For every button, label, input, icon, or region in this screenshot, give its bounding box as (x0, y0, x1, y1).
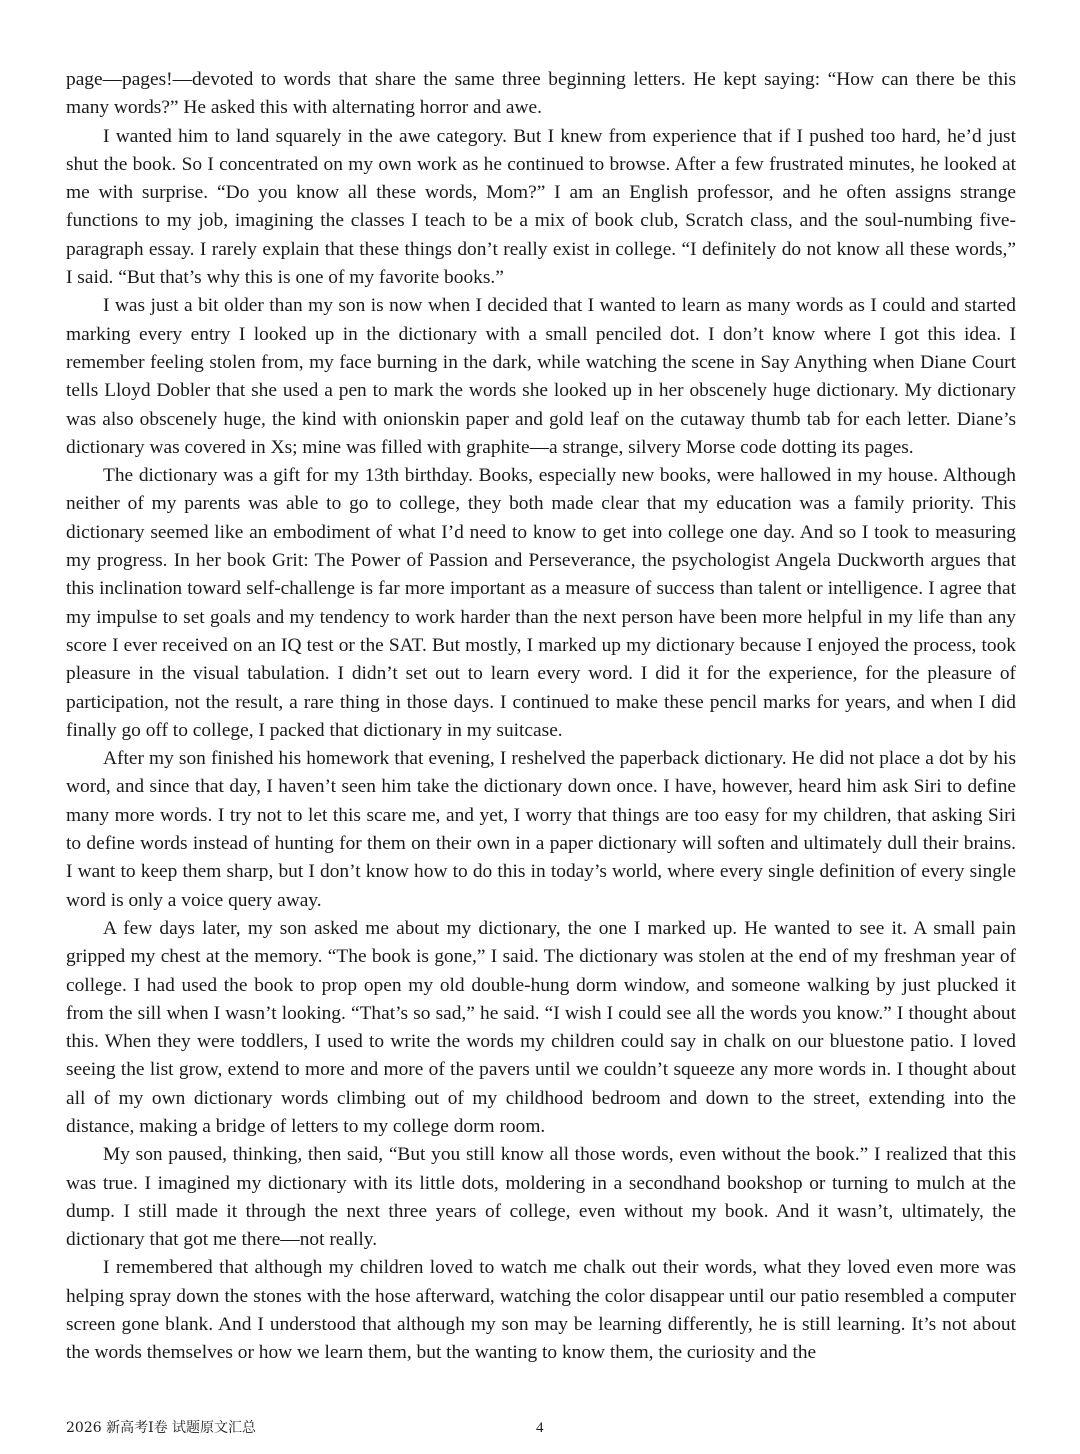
paragraph-8: I remembered that although my children loved to watch me chalk out their words, what they loved even more was helping spray down the stones with the hose afterward, watching the color disappear until our patio resembled a computer screen gone blank. And I understood that although my son may be learning differently, he is still learning. It’s not about the words themselves or how we learn them, but the wanting to know them, the curiosity and the (66, 1257, 1016, 1364)
paragraph-6: A few days later, my son asked me about my dictionary, the one I marked up. He wanted to see it. A small pain gripped my chest at the memory. “The book is gone,” I said. The dictionary was stolen at the end of my freshman year of college. I had used the book to prop open my old double-hung dorm window, and someone walking by just plucked it from the sill when I wasn’t looking. “That’s so sad,” he said. “I wish I could see all the words you know.” I thought about this. When they were toddlers, I used to write the words my children could say in chalk on our bluestone patio. I loved seeing the list grow, extend to more and more of the pavers until we couldn’t squeeze any more words in. I thought about all of my own dictionary words climbing out of my childhood bedroom and down to the street, extending into the distance, making a bridge of letters to my college dorm room. (66, 917, 1016, 1137)
paragraph-7: My son paused, thinking, then said, “But you still know all those words, even without the book.” I realized that this was true. I imagined my dictionary with its little dots, moldering in a secondhand bookshop or turning to mulch at the dump. I still made it through the next three years of college, even without my book. And it wasn’t, ultimately, the dictionary that got me there—not really. (66, 1144, 1016, 1251)
footer-source-label: 2026 新高考Ⅰ卷 试题原文汇总 (66, 1420, 257, 1436)
paragraph-3: I was just a bit older than my son is now when I decided that I wanted to learn as many words as I could and started marking every entry I looked up in the dictionary with a small penciled dot. I don’t know where I got this idea. I remember feeling stolen from, my face burning in the dark, while watching the scene in Say Anything when Diane Court tells Lloyd Dobler that she used a pen to mark the words she looked up in her obscenely huge dictionary. My dictionary was also obscenely huge, the kind with onionskin paper and gold leaf on the cutaway thumb tab for each letter. Diane’s dictionary was covered in Xs; mine was filled with graphite—a strange, silvery Morse code dotting its pages. (66, 295, 1016, 458)
page-footer (0, 1414, 1080, 1442)
article-body (66, 66, 1016, 1368)
paragraph-2: I wanted him to land squarely in the awe category. But I knew from experience that if I pushed too hard, he’d just shut the book. So I concentrated on my own work as he continued to browse. After a few frustrated minutes, he looked at me with surprise. “Do you know all these words, Mom?” I am an English professor, and he often assigns strange functions to my job, imagining the classes I teach to be a mix of book club, Scratch class, and the soul-numbing five-paragraph essay. I rarely explain that these things don’t really exist in college. “I definitely do not know all these words,” I said. “But that’s why this is one of my favorite books.” (66, 125, 1016, 289)
paragraph-1: page—pages!—devoted to words that share the same three beginning letters. He kept saying: “How can there be this many words?” He asked this with alternating horror and awe. (66, 69, 1016, 119)
paragraph-5: After my son finished his homework that evening, I reshelved the paperback dictionary. He did not place a dot by his word, and since that day, I haven’t seen him take the dictionary down once. I have, however, heard him ask Siri to define many more words. I try not to let this scare me, and yet, I worry that things are too easy for my children, that asking Siri to define words instead of hunting for them on their own in a paper dictionary will soften and ultimately dull their brains. I want to keep them sharp, but I don’t know how to do this in today’s world, where every single definition of every single word is only a voice query away. (66, 748, 1016, 911)
paragraph-4: The dictionary was a gift for my 13th birthday. Books, especially new books, were hallowed in my house. Although neither of my parents was able to go to college, they both made clear that my education was a family priority. This dictionary seemed like an embodiment of what I’d need to know to get into college one day. And so I took to measuring my progress. In her book Grit: The Power of Passion and Perseverance, the psychologist Angela Duckworth argues that this inclination toward self-challenge is far more important as a measure of success than talent or intelligence. I agree that my impulse to set goals and my tendency to work harder than the next person have been more helpful in my life than any score I ever received on an IQ test or the SAT. But mostly, I marked up my dictionary because I enjoyed the process, took pleasure in the visual tabulation. I didn’t set out to learn every word. I did it for the experience, for the pleasure of participation, not the result, a rare thing in those days. I continued to make these pencil marks for years, and when I did finally go off to college, I packed that dictionary in my suitcase. (66, 465, 1016, 741)
page-number: 4 (536, 1420, 544, 1436)
